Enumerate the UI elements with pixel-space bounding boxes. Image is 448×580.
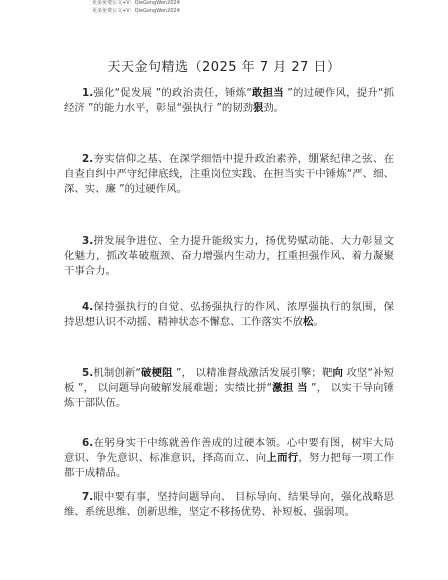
paragraph-text: ，努力把每一项工作都干成精品。 bbox=[64, 452, 395, 479]
paragraph-text: 强化“促发展 ”的政治责任，锤炼“ bbox=[93, 87, 252, 99]
paragraph-3 bbox=[64, 234, 394, 279]
document-title: 天天金句精选（2025 年 7 月 27 日） bbox=[107, 60, 341, 75]
paragraph-number: 2. bbox=[82, 153, 94, 165]
header-watermark-line: 更多免费公文+V：QieGongWen2024 bbox=[92, 0, 180, 6]
paragraph-text: 。 bbox=[313, 316, 324, 328]
paragraph-text: ”， 以实干导向锤炼干部队伍。 bbox=[64, 382, 394, 409]
paragraph-text: 机制创新“ bbox=[93, 367, 141, 379]
paragraph-7 bbox=[64, 490, 394, 520]
emphasis-text: 狠 bbox=[253, 102, 264, 114]
paragraph-1 bbox=[64, 86, 394, 116]
paragraph-number: 6. bbox=[82, 437, 94, 449]
paragraph-text: 劲。 bbox=[263, 102, 285, 114]
paragraph-2 bbox=[64, 152, 394, 197]
paragraph-text: 保持强执行的自觉、弘扬强执行的作风、浓厚强执行的氛围，保持思想认识不动摇、精神状态不懈怠、工作落实不放 bbox=[64, 301, 394, 328]
paragraph-text: 在躬身实干中练就善作善成的过硬本领。心中要有图，树牢大局意识、争先意识、标准意识，择高而立、向 bbox=[64, 437, 394, 464]
paragraph-number: 1. bbox=[82, 87, 94, 99]
emphasis-text: 上而行 bbox=[266, 452, 299, 464]
paragraph-text: 攻坚“补短板 ”， 以问题导向破解发展难题；实绩比拼“ bbox=[64, 367, 395, 394]
paragraph-5 bbox=[64, 366, 394, 411]
paragraph-6 bbox=[64, 436, 394, 481]
paragraph-text: ”的过硬作风，提升“抓经济 ”的能力水平，彰显“强执行 ”的韧劲 bbox=[64, 87, 395, 114]
emphasis-text: 敢担当 bbox=[251, 87, 284, 99]
paragraph-4 bbox=[64, 300, 394, 330]
emphasis-text: 破梗阻 bbox=[140, 367, 173, 379]
emphasis-text: 向 bbox=[332, 367, 344, 379]
paragraph-number: 4. bbox=[82, 301, 94, 313]
paragraph-text: 夯实信仰之基、在深学细悟中提升政治素养，绷紧纪律之弦、在自查自纠中严守纪律底线，注重岗位实践、在担当实干中锤炼“严、细、深、实、廉 ”的过硬作风。 bbox=[64, 153, 394, 195]
emphasis-text: 松 bbox=[302, 316, 314, 328]
paragraph-number: 7. bbox=[82, 491, 94, 503]
paragraph-text: 拼发展争进位、全力提升能级实力，扬优势赋动能、大力彰显文化魅力，抓改革破瓶颈、奋力增强内生动力，扛重担强作风、着力凝聚干事合力。 bbox=[64, 235, 394, 277]
paragraph-number: 3. bbox=[82, 235, 94, 247]
emphasis-text: 激担 当 bbox=[272, 382, 308, 394]
paragraph-text: ”， 以精准督战激活发展引擎；靶 bbox=[172, 367, 333, 379]
header-watermark-line: 更多免费公文+V：QieGongWen2024 bbox=[92, 8, 180, 14]
paragraph-text: 眼中要有事，坚持问题导向、 目标导向、结果导向，强化战略思维、系统思维、创新思维，坚定不移扬优势、补短板、强弱项。 bbox=[64, 491, 394, 518]
paragraph-number: 5. bbox=[82, 367, 94, 379]
